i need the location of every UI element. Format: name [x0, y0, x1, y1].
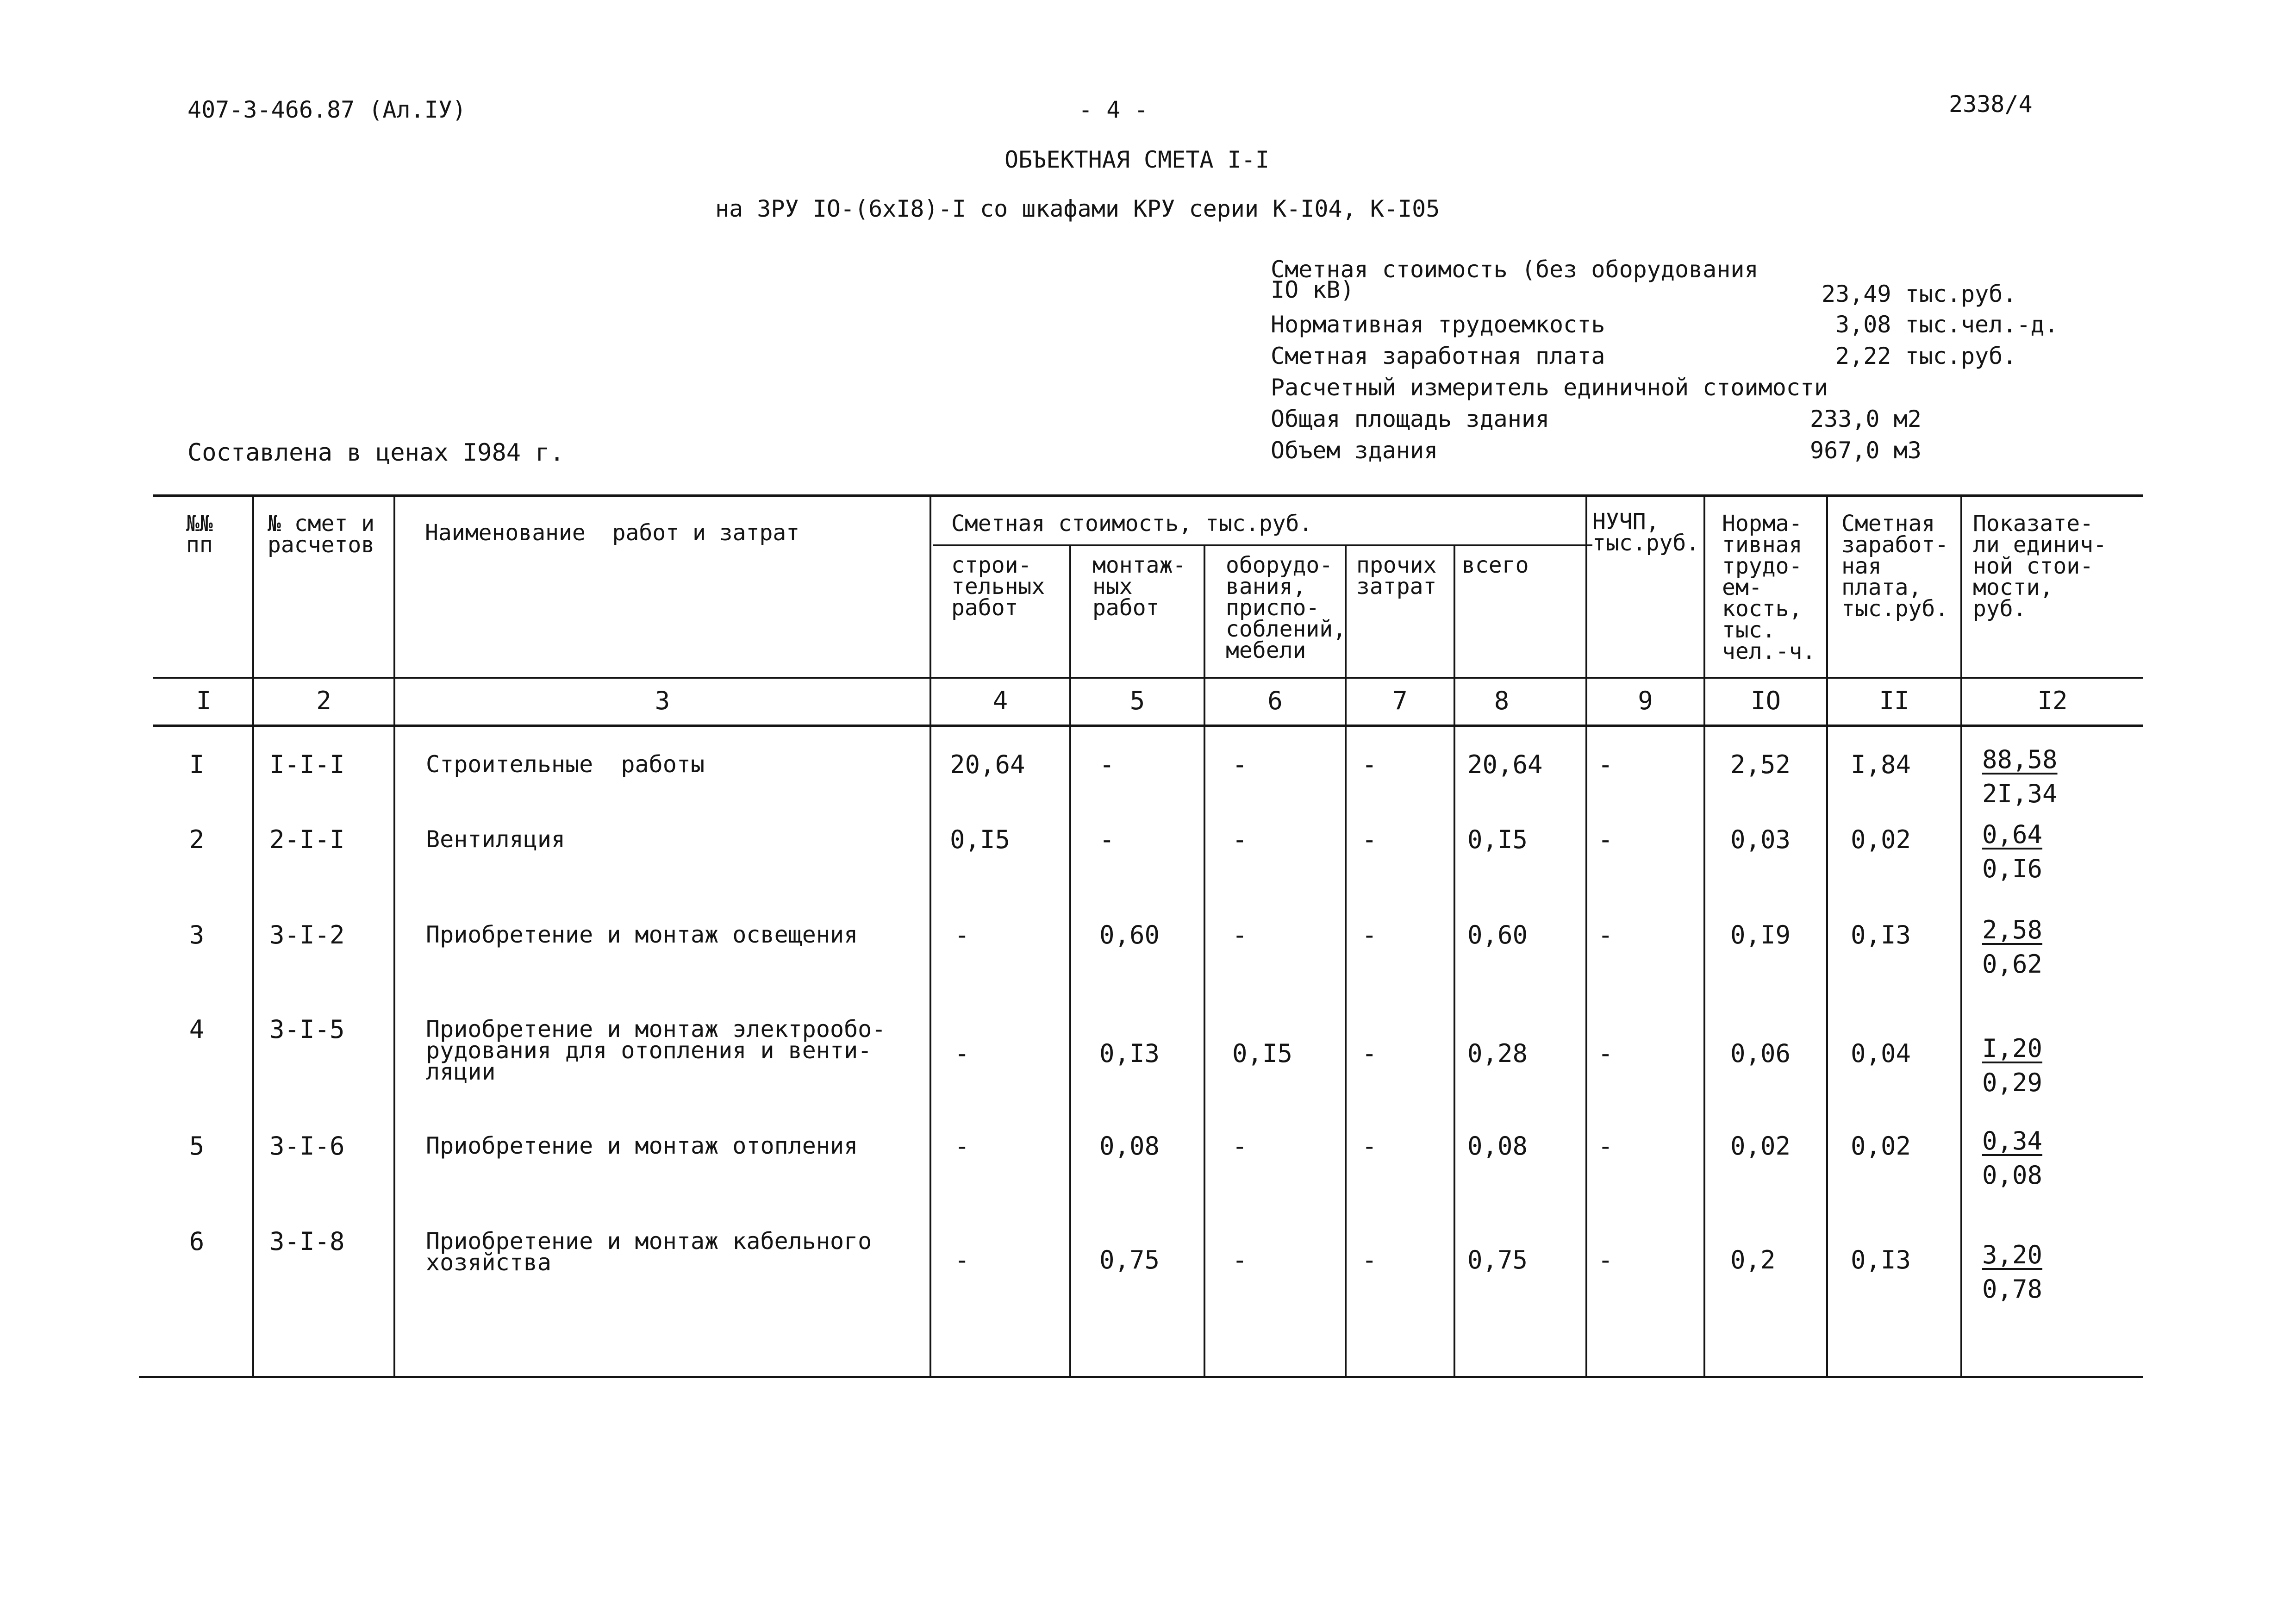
unit: тыс.руб.	[1905, 343, 2017, 369]
column-number: I2	[2037, 686, 2068, 715]
row-labor: 0,02	[1730, 1131, 1791, 1161]
row-total: 0,28	[1467, 1039, 1528, 1068]
row-other: -	[1362, 1245, 1377, 1274]
col-rule	[1204, 546, 1205, 1378]
row-indicator	[1982, 743, 2058, 811]
row-construction: -	[955, 1245, 970, 1274]
row-equipment: -	[1232, 825, 1248, 854]
column-number: I	[196, 686, 212, 715]
row-other: -	[1362, 1131, 1377, 1161]
header-construction: строи- тельных работ	[951, 552, 1045, 621]
row-num: 6	[189, 1227, 205, 1256]
row-wages: 0,02	[1851, 825, 1911, 854]
row-wages: 0,04	[1851, 1039, 1911, 1068]
row-construction: -	[955, 1039, 970, 1068]
header-wages: Сметная заработ- ная плата, тыс.руб.	[1841, 511, 1949, 622]
indicator-bottom: 0,I6	[1982, 854, 2043, 883]
row-name: Вентиляция	[426, 826, 566, 853]
summary-label-volume: Объем здания	[1271, 437, 1438, 464]
column-number: 3	[655, 686, 670, 715]
column-number: IO	[1750, 686, 1781, 715]
header-installation: монтаж- ных работ	[1092, 552, 1186, 621]
row-installation: 0,08	[1099, 1131, 1160, 1161]
column-number: 5	[1129, 686, 1145, 715]
value: 23,49	[1822, 281, 1891, 307]
header-other: прочих затрат	[1356, 552, 1437, 600]
row-nuchp: -	[1598, 1245, 1613, 1274]
column-number: 4	[992, 686, 1008, 715]
cost-subheader-rule	[933, 544, 1592, 546]
row-labor: 0,03	[1730, 825, 1791, 854]
indicator-bottom: 0,62	[1982, 949, 2043, 979]
unit: тыс.руб.	[1905, 281, 2017, 307]
row-wages: I,84	[1851, 750, 1911, 779]
row-name: Приобретение и монтаж отопления	[426, 1132, 858, 1159]
row-equipment: -	[1232, 1131, 1248, 1161]
row-wages: 0,I3	[1851, 920, 1911, 949]
summary-label-wages: Сметная заработная плата	[1271, 343, 1605, 369]
row-num: 3	[189, 920, 205, 949]
column-number: 7	[1392, 686, 1408, 715]
row-num: 5	[189, 1131, 205, 1161]
document-subtitle: на ЗРУ IO-(6xI8)-I со шкафами КРУ серии К-I04, К-I05	[715, 195, 1440, 222]
document-code: 407-3-466.87 (Ал.IУ)	[187, 96, 467, 123]
header-labor: Норма- тивная трудо- ем- кость, тыс. чел.-ч.	[1722, 511, 1816, 664]
row-nuchp: -	[1598, 1039, 1613, 1068]
row-labor: 2,52	[1730, 750, 1791, 779]
row-equipment: -	[1232, 920, 1248, 949]
header-estimate: № смет и расчетов	[268, 511, 375, 558]
column-number: 9	[1638, 686, 1653, 715]
header-indicator: Показате- ли единич- ной стои- мости, руб.	[1973, 511, 2107, 622]
summary-value-labor	[1835, 311, 2059, 338]
row-labor: 0,06	[1730, 1039, 1791, 1068]
row-wages: 0,I3	[1851, 1245, 1911, 1274]
indicator-bottom: 0,78	[1982, 1274, 2043, 1304]
indicator-bottom: 0,08	[1982, 1161, 2043, 1190]
value: 967,0	[1810, 437, 1880, 464]
summary-value-wages	[1835, 343, 2016, 369]
row-estimate: 3-I-6	[269, 1131, 345, 1161]
summary-label-labor: Нормативная трудоемкость	[1271, 311, 1605, 338]
row-installation: 0,60	[1099, 920, 1160, 949]
row-name: Приобретение и монтаж кабельного хозяйства	[426, 1228, 872, 1276]
column-number: II	[1879, 686, 1909, 715]
col-rule	[1585, 496, 1587, 1378]
row-indicator	[1982, 913, 2042, 981]
row-nuchp: -	[1598, 750, 1613, 779]
col-rule	[930, 496, 931, 1378]
summary-label-area: Общая площадь здания	[1271, 406, 1550, 432]
column-number: 8	[1494, 686, 1510, 715]
row-other: -	[1362, 1039, 1377, 1068]
col-rule	[1069, 546, 1071, 1378]
row-total: 0,I5	[1467, 825, 1528, 854]
header-nuchp: НУЧП, тыс.руб.	[1592, 509, 1700, 556]
indicator-top: 3,20	[1982, 1240, 2043, 1269]
header-name: Наименование работ и затрат	[425, 520, 800, 546]
row-num: 2	[189, 825, 205, 854]
unit: м2	[1893, 406, 1922, 432]
table-top-rule	[153, 494, 2143, 497]
header-equipment: оборудо- вания, приспо- соблений, мебели	[1226, 552, 1347, 663]
row-nuchp: -	[1598, 920, 1613, 949]
value: 3,08	[1835, 311, 1891, 338]
row-installation: -	[1099, 825, 1115, 854]
column-number: 6	[1267, 686, 1283, 715]
page-number: - 4 -	[1079, 96, 1148, 123]
indicator-top: I,20	[1982, 1034, 2043, 1063]
row-total: 0,60	[1467, 920, 1528, 949]
indicator-bottom: 2I,34	[1982, 779, 2058, 808]
row-name: Приобретение и монтаж освещения	[426, 921, 858, 948]
row-equipment: -	[1232, 750, 1248, 779]
header-num: №№ пп	[186, 511, 213, 558]
column-number: 2	[316, 686, 331, 715]
row-construction: -	[955, 920, 970, 949]
prices-note: Составлена в ценах I984 г.	[187, 439, 564, 467]
summary-label-cost: Сметная стоимость (без оборудования IO кВ)	[1271, 256, 1759, 303]
row-construction: -	[955, 1131, 970, 1161]
col-rule	[1703, 496, 1705, 1378]
row-estimate: 3-I-8	[269, 1227, 345, 1256]
row-indicator	[1982, 1031, 2042, 1100]
row-estimate: 2-I-I	[269, 825, 345, 854]
col-rule	[1345, 546, 1347, 1378]
indicator-top: 0,34	[1982, 1126, 2043, 1156]
row-total: 0,08	[1467, 1131, 1528, 1161]
row-num: 4	[189, 1015, 205, 1044]
value: 2,22	[1835, 343, 1891, 369]
row-equipment: 0,I5	[1232, 1039, 1293, 1068]
row-estimate: I-I-I	[269, 750, 345, 779]
row-total: 0,75	[1467, 1245, 1528, 1274]
row-estimate: 3-I-5	[269, 1015, 345, 1044]
row-indicator	[1982, 818, 2042, 886]
indicator-top: 88,58	[1982, 745, 2058, 774]
header-total: всего	[1462, 552, 1529, 578]
header-cost-group: Сметная стоимость, тыс.руб.	[951, 511, 1313, 537]
row-nuchp: -	[1598, 1131, 1613, 1161]
row-construction: 0,I5	[950, 825, 1011, 854]
col-rule	[252, 496, 254, 1378]
summary-value-area	[1810, 406, 1922, 432]
row-installation: 0,I3	[1099, 1039, 1160, 1068]
row-other: -	[1362, 825, 1377, 854]
row-total: 20,64	[1467, 750, 1543, 779]
row-installation: -	[1099, 750, 1115, 779]
col-rule	[1960, 496, 1962, 1378]
row-labor: 0,2	[1730, 1245, 1776, 1274]
col-rule	[393, 496, 395, 1378]
row-name: Приобретение и монтаж электрообо- рудования для отопления и венти- ляции	[426, 1016, 886, 1085]
numbers-bottom-rule	[153, 725, 2143, 727]
document-title: ОБЪЕКТНАЯ СМЕТА I-I	[1004, 146, 1269, 173]
row-nuchp: -	[1598, 825, 1613, 854]
col-rule	[1826, 496, 1828, 1378]
value: 233,0	[1810, 406, 1880, 432]
row-wages: 0,02	[1851, 1131, 1911, 1161]
row-other: -	[1362, 750, 1377, 779]
table-bottom-rule	[139, 1376, 2143, 1378]
summary-value-volume	[1810, 437, 1922, 464]
row-installation: 0,75	[1099, 1245, 1160, 1274]
indicator-bottom: 0,29	[1982, 1068, 2043, 1097]
summary-label-meter: Расчетный измеритель единичной стоимости	[1271, 374, 1828, 401]
row-other: -	[1362, 920, 1377, 949]
row-indicator	[1982, 1124, 2042, 1193]
unit: тыс.чел.-д.	[1905, 311, 2059, 338]
row-indicator	[1982, 1238, 2042, 1306]
header-bottom-rule	[153, 677, 2143, 679]
row-name: Строительные работы	[426, 751, 705, 778]
row-num: I	[189, 750, 205, 779]
row-labor: 0,I9	[1730, 920, 1791, 949]
col-rule	[1454, 546, 1455, 1378]
row-equipment: -	[1232, 1245, 1248, 1274]
summary-value-cost	[1822, 281, 2016, 307]
sheet-stamp: 2338/4	[1949, 91, 2033, 118]
indicator-top: 0,64	[1982, 820, 2043, 849]
row-estimate: 3-I-2	[269, 920, 345, 949]
unit: м3	[1893, 437, 1922, 464]
indicator-top: 2,58	[1982, 915, 2043, 944]
row-construction: 20,64	[950, 750, 1025, 779]
